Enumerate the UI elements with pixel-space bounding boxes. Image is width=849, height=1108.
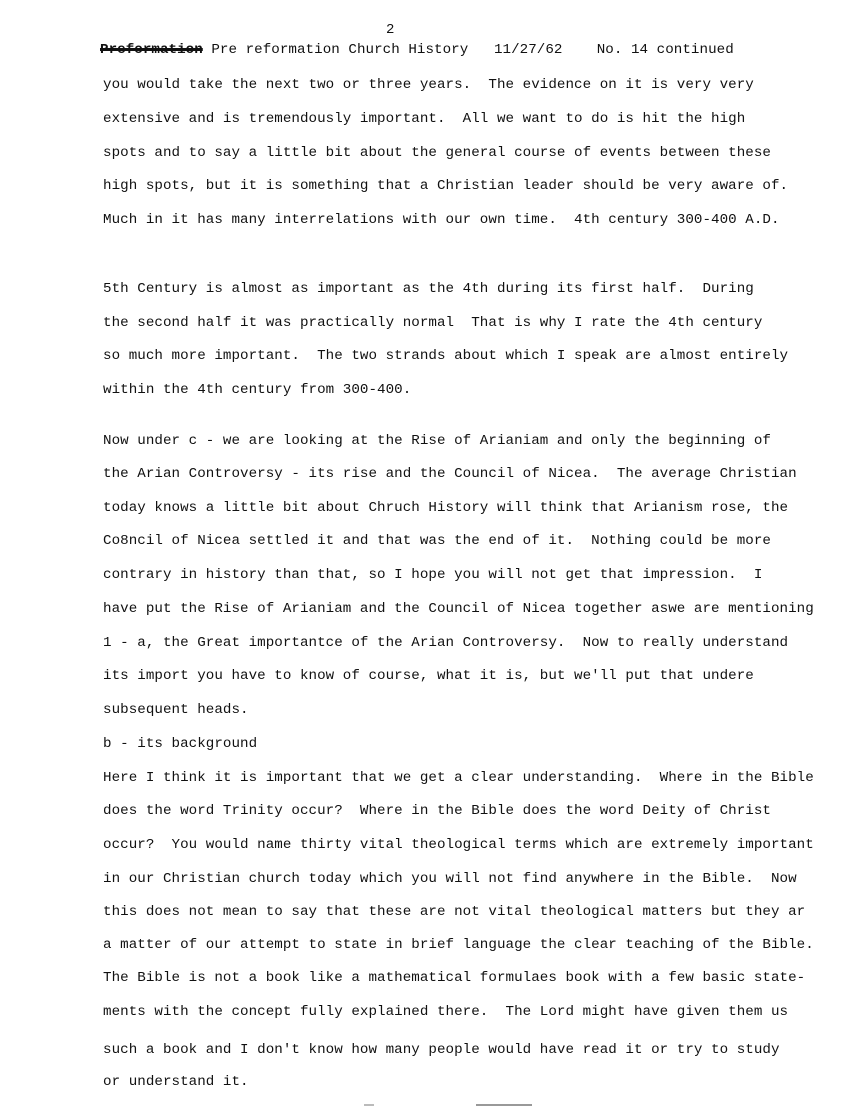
text-line: 1 - a, the Great importantce of the Arian Controversy. Now to really understand: [103, 635, 789, 651]
text-line: so much more important. The two strands about which I speak are almost entirely: [103, 348, 789, 364]
text-line: this does not mean to say that these are not vital theological matters but they ar: [103, 904, 806, 920]
text-line: ments with the concept fully explained there. The Lord might have given them us: [103, 1004, 789, 1020]
text-line: Much in it has many interrelations with our own time. 4th century 300-400 A.D.: [103, 212, 780, 228]
text-line: such a book and I don't know how many people would have read it or try to study: [103, 1042, 780, 1058]
section-heading: b - its background: [103, 736, 258, 752]
text-line: in our Christian church today which you will not find anywhere in the Bible. Now: [103, 871, 797, 887]
text-line: today knows a little bit about Chruch History will think that Arianism rose, the: [103, 500, 789, 516]
text-line: The Bible is not a book like a mathematical formulaes book with a few basic state-: [103, 970, 806, 986]
header-text: Pre reformation Church History 11/27/62 No. 14 continued: [211, 42, 734, 58]
scan-smudge: [476, 1104, 532, 1106]
text-line: you would take the next two or three years. The evidence on it is very very: [103, 77, 754, 93]
text-line: occur? You would name thirty vital theological terms which are extremely important: [103, 837, 814, 853]
text-line: within the 4th century from 300-400.: [103, 382, 412, 398]
text-line: high spots, but it is something that a Christian leader should be very aware of.: [103, 178, 789, 194]
text-line: have put the Rise of Arianiam and the Council of Nicea together aswe are mentioning: [103, 601, 814, 617]
document-header: [100, 41, 734, 59]
text-line: or understand it.: [103, 1074, 249, 1090]
text-line: the second half it was practically normal That is why I rate the 4th century: [103, 315, 763, 331]
text-line: contrary in history than that, so I hope you will not get that impression. I: [103, 567, 763, 583]
text-line: extensive and is tremendously important. All we want to do is hit the high: [103, 111, 746, 127]
text-line: its import you have to know of course, what it is, but we'll put that undere: [103, 668, 754, 684]
page-number: 2: [386, 22, 395, 38]
text-line: Here I think it is important that we get a clear understanding. Where in the Bible: [103, 770, 814, 786]
text-line: Co8ncil of Nicea settled it and that was the end of it. Nothing could be more: [103, 533, 771, 549]
text-line: the Arian Controversy - its rise and the Council of Nicea. The average Christian: [103, 466, 797, 482]
text-line: does the word Trinity occur? Where in the Bible does the word Deity of Christ: [103, 803, 771, 819]
scan-smudge: [364, 1104, 374, 1106]
text-line: spots and to say a little bit about the general course of events between these: [103, 145, 771, 161]
text-line: subsequent heads.: [103, 702, 249, 718]
text-line: a matter of our attempt to state in brief language the clear teaching of the Bible.: [103, 937, 814, 953]
text-line: Now under c - we are looking at the Rise of Arianiam and only the beginning of: [103, 433, 771, 449]
text-line: 5th Century is almost as important as the 4th during its first half. During: [103, 281, 754, 297]
struck-word: Preformation: [100, 42, 203, 58]
